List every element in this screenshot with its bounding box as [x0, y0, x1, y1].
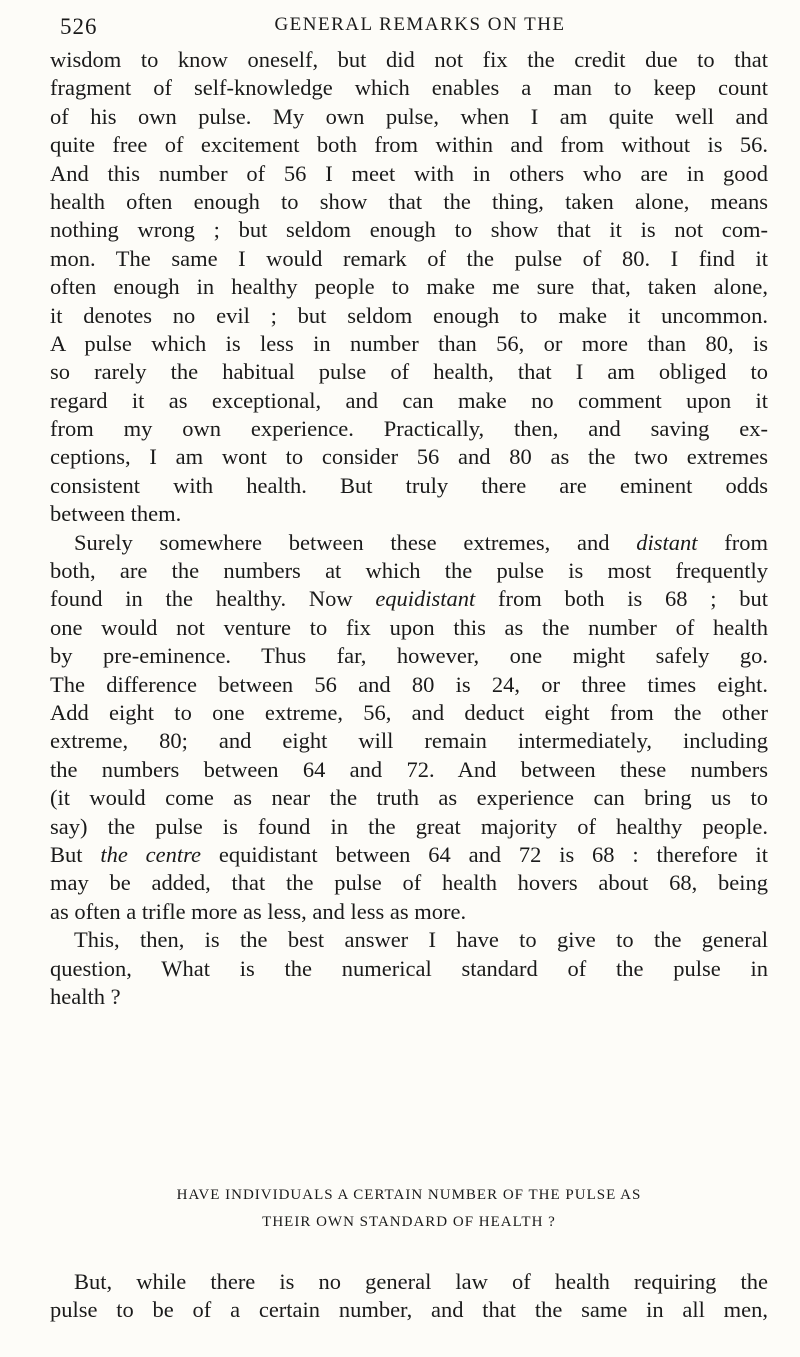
text-line: This, then, is the best answer I have to give to the general [74, 927, 768, 953]
italic-word: equidistant [375, 586, 476, 612]
text-run: equidistant between 64 and 72 is 68 : therefore it [201, 841, 768, 867]
text-line: consistent with health. But truly there are eminent odds [50, 472, 768, 498]
text-line: the numbers between 64 and 72. And between these numbers [50, 756, 768, 782]
body-text [50, 46, 768, 1011]
text-line: it denotes no evil ; but seldom enough to make it uncommon. [50, 302, 768, 328]
text-run: Surely somewhere between these extremes, and [74, 529, 637, 555]
text-line: both, are the numbers at which the pulse is most frequently [50, 558, 768, 584]
text-line: Add eight to one extreme, 56, and deduct eight from the other [50, 699, 768, 725]
text-line: extreme, 80; and eight will remain intermediately, including [50, 728, 768, 754]
page-number: 526 [60, 14, 98, 39]
text-line: regard it as exceptional, and can make no comment upon it [50, 387, 768, 413]
text-line: between them. [50, 501, 182, 527]
text-line: ceptions, I am wont to consider 56 and 80 as the two extremes [50, 444, 768, 470]
section-heading-line: HAVE INDIVIDUALS A CERTAIN NUMBER OF THE PULSE AS [176, 1187, 642, 1203]
text-line: fragment of self-knowledge which enables a man to keep count [50, 75, 768, 101]
text-line: health often enough to show that the thing, taken alone, means [50, 188, 768, 214]
text-line: A pulse which is less in number than 56, or more than 80, is [50, 330, 768, 356]
text-line: mon. The same I would remark of the pulse of 80. I find it [50, 245, 768, 271]
body-text-continued [50, 1268, 768, 1325]
text-line: But, while there is no general law of health requiring the [74, 1269, 768, 1294]
text-line: so rarely the habitual pulse of health, that I am obliged to [50, 359, 768, 385]
text-line: And this number of 56 I meet with in others who are in good [50, 160, 768, 186]
text-line: by pre-eminence. Thus far, however, one might safely go. [50, 643, 768, 669]
text-run: from both is 68 ; but [475, 586, 768, 612]
text-line: (it would come as near the truth as experience can bring us to [50, 785, 768, 811]
text-line: of his own pulse. My own pulse, when I am quite well and [50, 103, 768, 129]
italic-phrase: the centre [100, 841, 202, 867]
text-line: question, What is the numerical standard of the pulse in [50, 955, 768, 981]
text-run: from [697, 529, 768, 555]
text-line: may be added, that the pulse of health hovers about 68, being [50, 870, 768, 896]
text-line: as often a trifle more as less, and less as more. [50, 898, 467, 924]
italic-word: distant [636, 529, 698, 555]
text-line: wisdom to know oneself, but did not fix the credit due to that [50, 47, 768, 72]
section-heading-line: THEIR OWN STANDARD OF HEALTH ? [262, 1214, 556, 1230]
running-head [60, 14, 760, 44]
text-line [50, 585, 768, 613]
text-line: quite free of excitement both from within and from without is 56. [50, 132, 768, 158]
text-line: pulse to be of a certain number, and that the same in all men, [50, 1297, 768, 1323]
text-line [50, 529, 768, 557]
text-run: But [50, 841, 101, 867]
text-line: often enough in healthy people to make me sure that, taken alone, [50, 274, 768, 300]
text-line: The difference between 56 and 80 is 24, or three times eight. [50, 671, 768, 697]
text-line: from my own experience. Practically, then, and saving ex- [50, 416, 768, 442]
running-title: GENERAL REMARKS ON THE [274, 14, 566, 35]
section-heading [50, 1182, 768, 1236]
text-line: say) the pulse is found in the great majority of healthy people. [50, 813, 768, 839]
text-line: one would not venture to fix upon this as the number of health [50, 614, 768, 640]
text-line: health ? [50, 983, 121, 1009]
text-line: nothing wrong ; but seldom enough to show that it is not com- [50, 217, 768, 243]
text-run: found in the healthy. Now [50, 586, 376, 612]
text-line [50, 841, 768, 869]
